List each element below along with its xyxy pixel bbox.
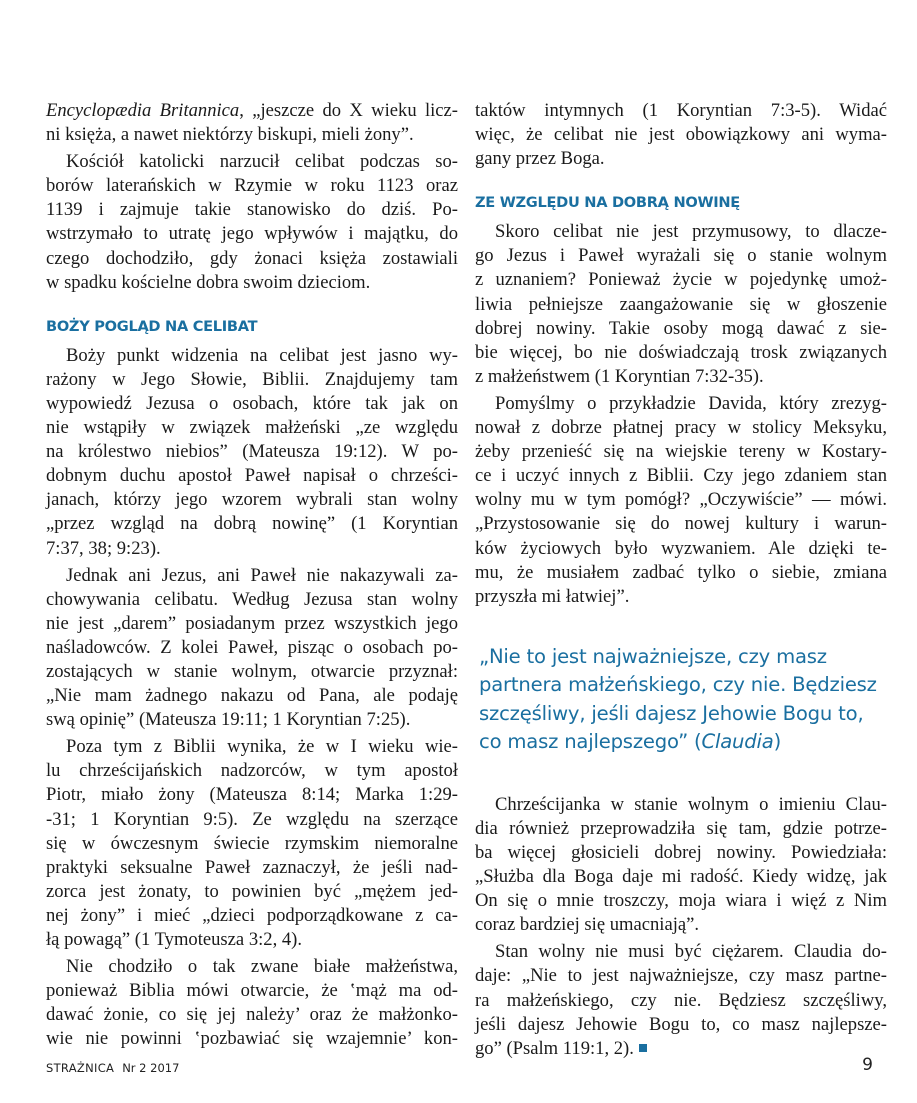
pull-quote-attribution: Claudia	[701, 730, 774, 754]
text-line: nej żony” i mieć „dzieci podporządkowane z ca-	[46, 904, 458, 926]
text-line: On się o mnie troszczy, moja wiara i więź z Nim	[475, 890, 887, 912]
text-line: dobnym duchu apostoł Paweł napisał o chrześci-	[46, 465, 458, 487]
text-line: ce i uczyć innych z Biblii. Czy jego zdaniem stan	[475, 465, 887, 487]
text-line: wie nie powinni ‛pozbawiać się wzajemnie’ kon-	[46, 1028, 458, 1050]
text-line: zostających w stanie wolnym, otwarcie przyznał:	[46, 660, 458, 682]
text-line: Jednak ani Jezus, ani Paweł nie nakazywali za-	[66, 564, 458, 586]
text-line: daje: „Nie to jest najważniejsze, czy masz partne-	[475, 965, 887, 987]
text-line: chowywania celibatu. Według Jezusa stan wolny	[46, 588, 458, 610]
text-line: więc, że celibat nie jest obowiązkowy ani wyma-	[475, 124, 887, 146]
text-line: Stan wolny nie musi być ciężarem. Claudia do-	[495, 941, 887, 963]
text-line: coraz bardziej się umacniają”.	[475, 914, 700, 936]
text-line: Nie chodziło o tak zwane białe małżeństwa,	[66, 956, 458, 978]
footer-publication	[46, 1061, 179, 1075]
page-number: 9	[862, 1055, 873, 1075]
text-line: czego dochodziło, gdy żonaci księża zostawiali	[46, 247, 458, 269]
text-line: rażony w Jego Słowie, Biblii. Znajdujemy tam	[46, 368, 458, 390]
text-line: Chrześcijanka w stanie wolnym o imieniu Clau-	[495, 793, 887, 815]
text-line: ni księża, a nawet niektórzy biskupi, mieli żony”.	[46, 124, 414, 146]
paragraph-david-example	[475, 392, 887, 609]
text-line: Poza tym z Biblii wynika, że w I wieku wie-	[66, 736, 458, 758]
text-line: swą opinię” (Mateusza 19:11; 1 Koryntian 7:25).	[46, 709, 411, 731]
text-line: Piotr, miało żony (Mateusza 8:14; Marka 1:29-	[46, 784, 458, 806]
pull-quote-line: „Nie to jest najważniejsze, czy masz	[479, 644, 827, 668]
text-line: dia również przeprowadziła się tam, gdzie potrze-	[475, 817, 887, 839]
text-line: nował z dobrze płatnej pracy w stolicy Meksyku,	[475, 417, 887, 439]
text-line: taktów intymnych (1 Koryntian 7:3-5). Widać	[475, 100, 887, 121]
text-line: naśladowców. Z kolei Paweł, pisząc o osobach po-	[46, 636, 458, 658]
text-line: go Jezus i Paweł wyrażali się o stanie wolnym	[475, 245, 887, 267]
text-line: Skoro celibat nie jest przymusowy, to dlacze-	[495, 221, 887, 243]
pull-quote-line: szczęśliwy, jeśli dajesz Jehowie Bogu to,	[479, 701, 864, 725]
text-line: dobrej nowiny. Takie osoby mogą dawać z sie-	[475, 317, 887, 339]
text-line: 1139 i zajmuje takie stanowisko do dziś. Po-	[46, 199, 458, 221]
issue-number: Nr 2 2017	[122, 1061, 180, 1075]
right-column	[475, 99, 887, 1061]
text-line: „przez wzgląd na dobrą nowinę” (1 Koryntian	[46, 513, 458, 535]
text-line: ra małżeńskiego, czy nie. Będziesz szczęśliwy,	[475, 989, 887, 1011]
square-end-mark-icon	[639, 1044, 647, 1052]
text-line: liwia pełniejsze zaangażowanie się w głoszenie	[475, 293, 887, 315]
text-line: gany przez Boga.	[475, 148, 605, 170]
text-line: w spadku kościelne dobra swoim dzieciom.	[46, 271, 371, 293]
text-line: wolny mu w tym pomógł? „Oczywiście” — mówi.	[475, 489, 887, 511]
pull-quote	[475, 643, 887, 757]
text-line: ba więcej głosicieli dobrej nowiny. Powiedziała:	[475, 841, 887, 863]
text-line: nie wstąpiły w związek małżeński „ze względu	[46, 417, 458, 439]
text-line: wstrzymało to utratę jego wpływów i majątku, do	[46, 223, 458, 245]
text-line: zorca jest żonaty, to powinien być „mężem jed-	[46, 880, 458, 902]
paragraph-why-praise	[475, 220, 887, 389]
left-column	[46, 99, 458, 1051]
text-line: „Służba dla Boga daje mi radość. Kiedy widzę, jak	[475, 866, 887, 888]
text-line: Encyclopædia Britannica, „jeszcze do X wieku licz-	[46, 100, 458, 121]
text-line: Pomyślmy o przykładzie Davida, który zrezyg-	[495, 392, 887, 414]
paragraph-gods-view	[46, 344, 458, 561]
text-line: żeby przenieść się na wiejskie tereny w Kostary-	[475, 441, 887, 463]
text-line: praktyki seksualne Paweł zaznaczył, że jeśli nad-	[46, 856, 458, 878]
text-line: go” (Psalm 119:1, 2).	[475, 1037, 887, 1061]
text-line: nie jest „darem” posiadanym przez wszystkich jego	[46, 612, 458, 634]
paragraph-britannica-quote	[46, 99, 458, 147]
paragraph-conclusion	[475, 940, 887, 1060]
text-line: lu chrześcijańskich nadzorców, w tym apostoł	[46, 760, 458, 782]
text-line: przyszła mi łatwiej”.	[475, 585, 630, 607]
text-line: Boży punkt widzenia na celibat jest jasno wy-	[66, 344, 458, 366]
paragraph-not-required	[46, 564, 458, 733]
paragraph-white-marriages	[46, 955, 458, 1051]
text-line: ponieważ Biblia mówi otwarcie, że ‛mąż ma od-	[46, 980, 458, 1002]
text-line: na królestwo niebios” (Mateusza 19:12). W po-	[46, 441, 458, 463]
text-line: -31; 1 Koryntian 9:5). Ze względu na szerzące	[46, 808, 458, 830]
text-line: ków życiowych było wyzwaniem. Ale dzięki te-	[475, 537, 887, 559]
text-line: janach, którzy jego wzorem wybrali stan wolny	[46, 489, 458, 511]
text-line: jeśli dajesz Jehowie Bogu to, co masz najlepsze-	[475, 1013, 887, 1035]
text-line: mu, że musiałem zadbać tylko o siebie, zmiana	[475, 561, 887, 583]
text-line: Kościół katolicki narzucił celibat podczas so-	[66, 151, 458, 173]
text-line: „Przystosowanie się do nowej kultury i warun-	[475, 513, 887, 535]
text-line: z małżeństwem (1 Koryntian 7:32-35).	[475, 365, 764, 387]
text-line: wypowiedź Jezusa o osobach, które tak jak on	[46, 392, 458, 414]
section-heading-good-news: ZE WZGLĘDU NA DOBRĄ NOWINĘ	[475, 194, 740, 212]
text-line: bie więcej, bo nie doświadczają trosk związanych	[475, 341, 887, 363]
text-line: borów laterańskich w Rzymie w roku 1123 oraz	[46, 175, 458, 197]
section-heading-gods-view: BOŻY POGLĄD NA CELIBAT	[46, 317, 258, 335]
text-line: „Nie mam żadnego nakazu od Pana, ale podaję	[46, 685, 458, 707]
text-line: 7:37, 38; 9:23).	[46, 537, 161, 559]
paragraph-catholic-church	[46, 150, 458, 295]
publication-name: STRAŻNICA	[46, 1061, 115, 1075]
text-line: łą powagą” (1 Tymoteusza 3:2, 4).	[46, 929, 303, 950]
text-line: z uznaniem? Ponieważ życie w pojedynkę umoż-	[475, 269, 887, 291]
paragraph-claudia	[475, 793, 887, 938]
pull-quote-line: partnera małżeńskiego, czy nie. Będziesz	[479, 673, 877, 697]
paragraph-first-century-overseers	[46, 735, 458, 952]
book-title: Encyclopædia Britannica	[46, 100, 240, 121]
text-line: dawać żonie, co się jej należy’ oraz że małżonko-	[46, 1004, 458, 1026]
paragraph-continuation	[475, 99, 887, 171]
pull-quote-line: co masz najlepszego” (Claudia)	[479, 730, 782, 754]
text-line: się w ówczesnym świecie rzymskim niemoralne	[46, 832, 458, 854]
